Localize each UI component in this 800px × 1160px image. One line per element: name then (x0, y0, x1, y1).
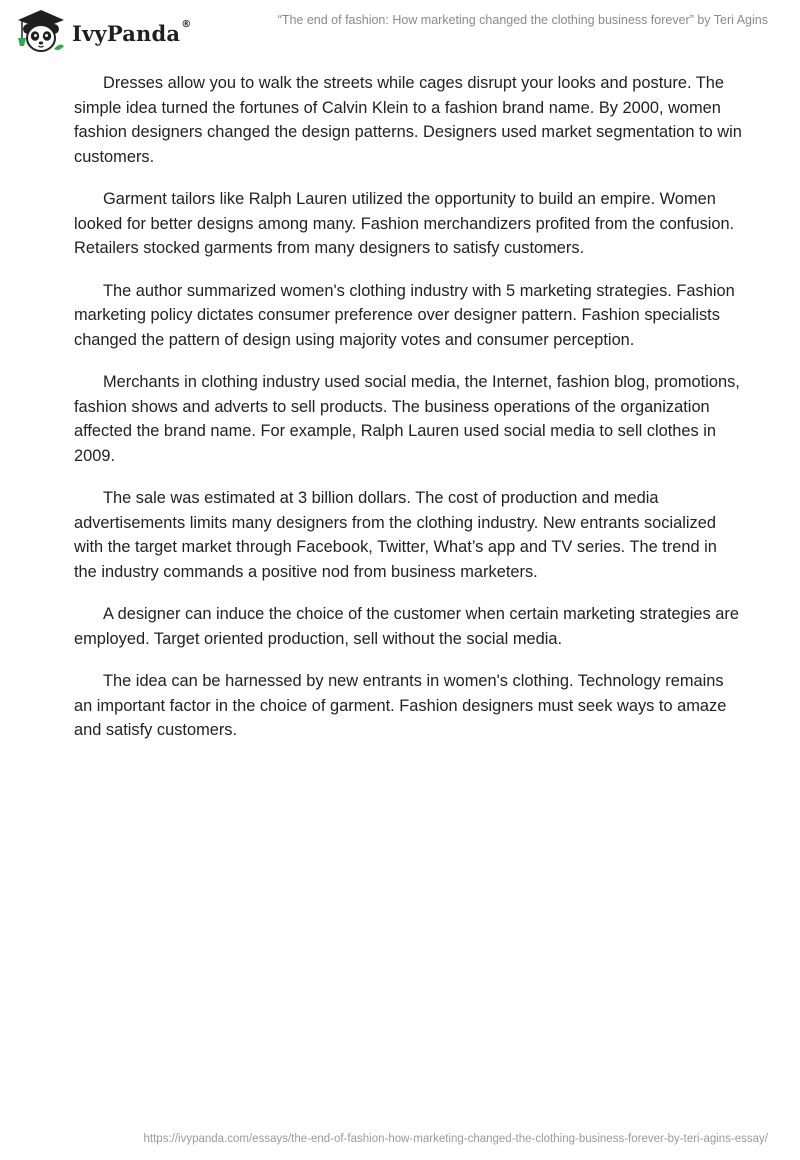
logo-wordmark: IvyPanda® (72, 18, 192, 46)
body-paragraph: Merchants in clothing industry used social media, the Internet, fashion blog, promotions, fashion shows and adverts to sell products. The business operations of the organization affected the brand name. For example, Ralph Lauren used social media to sell clothes in 2009. (74, 373, 740, 465)
document-title: “The end of fashion: How marketing changed the clothing business forever” by Teri Agins (277, 13, 768, 27)
body-paragraph: The sale was estimated at 3 billion dollars. The cost of production and media advertisements limits many designers from the clothing industry. New entrants socialized with the target market through Facebook, Twitter, What’s app and TV series. The trend in the industry commands a positive nod from business marketers. (74, 489, 717, 581)
body-paragraph: The author summarized women's clothing industry with 5 marketing strategies. Fashion marketing policy dictates consumer preference over designer pattern. Fashion specialists changed the pattern of design using majority votes and consumer perception. (74, 281, 735, 349)
body-paragraph: The idea can be harnessed by new entrants in women's clothing. Technology remains an important factor in the choice of garment. Fashion designers must seek ways to amaze and satisfy customers. (74, 672, 727, 739)
source-url-link[interactable]: https://ivypanda.com/essays/the-end-of-fashion-how-marketing-changed-the-clothing-business-forever-by-teri-agins-essay/ (143, 1133, 768, 1145)
page-header (0, 0, 800, 70)
ivypanda-logo[interactable] (14, 8, 191, 54)
essay-body (74, 71, 742, 761)
body-paragraph: Dresses allow you to walk the streets while cages disrupt your looks and posture. The simple idea turned the fortunes of Calvin Klein to a fashion brand name. By 2000, women fashion designers changed the design patterns. Designers used market segmentation to win customers. (74, 74, 742, 166)
body-paragraph: A designer can induce the choice of the customer when certain marketing strategies are employed. Target oriented production, sell without the social media. (74, 605, 739, 648)
panda-graduate-icon (14, 8, 68, 54)
body-paragraph: Garment tailors like Ralph Lauren utilized the opportunity to build an empire. Women looked for better designs among many. Fashion merchandizers profited from the confusion. Retailers stocked garments from many designers to satisfy customers. (74, 190, 735, 257)
registered-mark: ® (181, 18, 192, 30)
